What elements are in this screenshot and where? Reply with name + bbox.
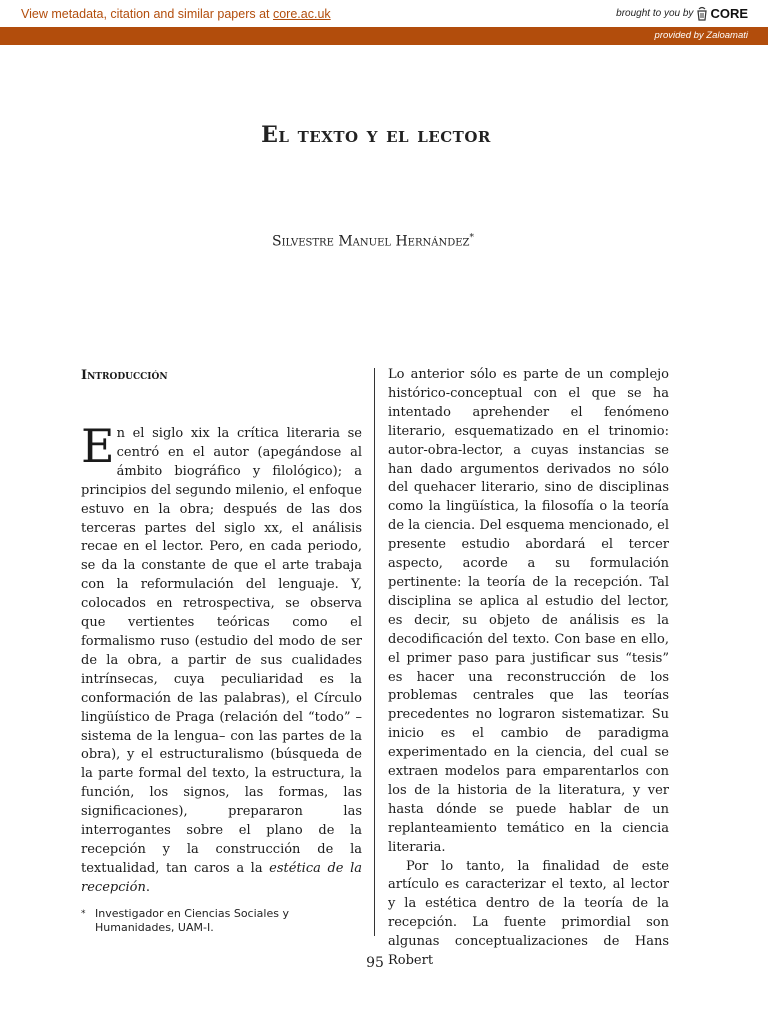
column-divider <box>374 368 375 936</box>
author-name: Silvestre Manuel Hernández <box>272 233 470 250</box>
left-column <box>81 366 362 898</box>
author-footnote-mark[interactable]: * <box>469 233 474 243</box>
intro-italic-term: estética de la recepción <box>81 860 362 895</box>
right-column <box>388 366 669 971</box>
intro-paragraph <box>81 419 362 898</box>
core-link-url[interactable]: core.ac.uk <box>272 7 331 21</box>
intro-text: n el siglo xix la crítica literaria se centró en el autor (apegándose al ámbito biográfico y filológico); a principios del segundo milenio, el enfoque estuvo en la obra; después de las dos terceras partes del siglo xx, el análisis recae en el lector. Pero, en cada periodo, se da la constante de que el arte trabaja con la reformulación del lenguaje. Y, colocados en retrospectiva, se observa que vertientes teóricas como el formalismo ruso (estudio del modo de ser de la obra, a partir de sus cualidades intrínsecas, cuya peculiaridad es la conformación de las palabras), el Círculo lingüístico de Praga (relación del “todo” –sistema de la lengua– con las partes de la obra), y el estructuralismo (búsqueda de la parte formal del texto, la estructura, la función, los signos, las formas, las significaciones), prepararon las interrogantes sobre el plano de la recepción y la construcción de la textualidad, tan caros a la <box>81 426 362 876</box>
core-link-prefix: View metadata, citation and similar papers at <box>21 7 273 21</box>
body-paragraph-1: Lo anterior sólo es parte de un complejo histórico-conceptual con el que se ha intentado aprehender el fenómeno literario, esquematizado en el trinomio: autor-obra-lector, a cuyas instancias se han dado argumentos derivados no sólo del quehacer literario, sino de disciplinas como la lingüística, la filosofía o la teoría de la ciencia. Del esquema mencionado, el presente estudio abordará el tercer aspecto, acorde a su formulación pertinente: la teoría de la recepción. Tal disciplina se aplica al estudio del lector, es decir, su objeto de análisis es la decodificación del texto. Con base en ello, el primer paso para justificar sus “tesis” es hacer una reconstrucción de los problemas centrales que las teorías precedentes no lograron sistematizar. Su inicio es el cambio de paradigma experimentado en la ciencia, del cual se extraen modelos para emparentarlos con los de la historia de la literatura, y ver hasta dónde se puede hablar de un replanteamiento temático en la ciencia literaria. <box>388 367 669 855</box>
page-number: 95 <box>366 955 384 971</box>
brought-by-label: brought to you by <box>616 8 694 19</box>
core-brand[interactable] <box>616 6 748 21</box>
article-title: El texto y el lector <box>261 122 491 148</box>
article-author <box>0 233 746 250</box>
provided-by-label: provided by Zaloamati <box>654 30 748 41</box>
intro-end: . <box>145 879 150 895</box>
body-paragraph-2: Por lo tanto, la finalidad de este artículo es caracterizar el texto, al lector y la estética dentro de la teoría de la recepción. La fuente primordial son algunas conceptualizaciones de Hans Robert <box>388 858 669 969</box>
core-banner <box>0 0 768 28</box>
footnote <box>81 907 366 935</box>
core-brand-name: CORE <box>710 6 748 21</box>
section-heading: Introducción <box>81 368 168 383</box>
core-logo-icon <box>696 6 708 21</box>
footnote-mark: * <box>81 909 86 919</box>
core-provider-strip <box>0 28 768 45</box>
core-metadata-link[interactable] <box>21 7 331 21</box>
footnote-text: Investigador en Ciencias Sociales y Humanidades, UAM-I. <box>95 907 289 934</box>
drop-cap: E <box>81 419 115 473</box>
